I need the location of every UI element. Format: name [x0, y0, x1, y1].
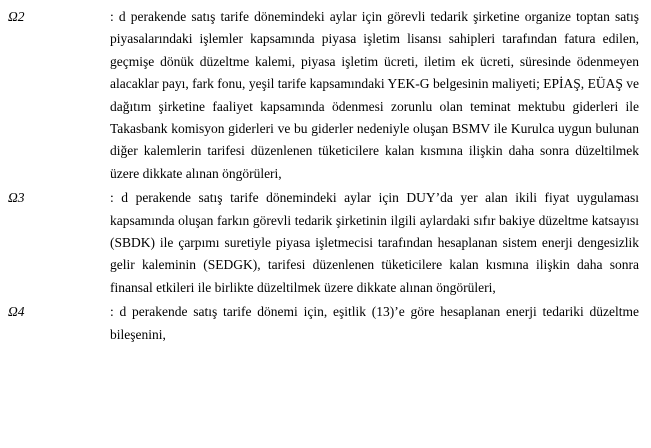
definition-term: Ω3: [8, 190, 25, 206]
definition-row: [0, 6, 651, 185]
definition-description: [110, 301, 651, 346]
definition-paragraph: : d perakende satış tarife dönemindeki aylar için görevli tedarik şirketine organize toptan satış piyasalarındaki işlemler kapsamında piyasa işletim lisansı sahipleri tarafından fatura edilen, geçmişe dönük düzeltme kalemi, piyasa işletim ücreti, iletim ek ücreti, süresinde ödenmeyen alacaklar payı, fark fonu, yeşil tarife kapsamındaki YEK-G belgesinin maliyeti; EPİAŞ, EÜAŞ ve dağıtım şirketine faaliyet kapsamında ödenmesi zorunlu olan teminat mektubu giderleri ile Takasbank komisyon giderleri ve bu giderler nedeniyle oluşan BSMV ile Kurulca uygun bulunan diğer kalemlerin tarifesi düzenlenen tüketicilere kalan kısmına ilişkin daha sonra düzeltilmek üzere dikkate alınan öngörüleri,: [110, 9, 639, 181]
definition-description: [110, 6, 651, 185]
definition-row: [0, 187, 651, 299]
definition-paragraph: : d perakende satış tarife dönemindeki aylar için DUY’da yer alan ikili fiyat uygulaması kapsamında oluşan farkın görevli tedarik şirketinin ilgili aylardaki sıfır bakiye düzeltme katsayısı (SBDK) ile çarpımı suretiyle piyasa işletmecisi tarafından hesaplanan sistem enerji dengesizlik gelir kaleminin (SEDGK), tarifesi düzenlenen tüketicilere kalan kısmına ilişkin daha sonra finansal etkileri ile birlikte düzeltilmek üzere dikkate alınan öngörüleri,: [110, 190, 639, 295]
definition-term: Ω2: [8, 9, 25, 24]
definition-description: [110, 187, 651, 299]
definition-term: Ω4: [8, 304, 25, 320]
definition-paragraph: : d perakende satış tarife dönemi için, eşitlik (13)’e göre hesaplanan enerji tedariki düzeltme bileşenini,: [110, 304, 639, 342]
definition-row: [0, 301, 651, 346]
